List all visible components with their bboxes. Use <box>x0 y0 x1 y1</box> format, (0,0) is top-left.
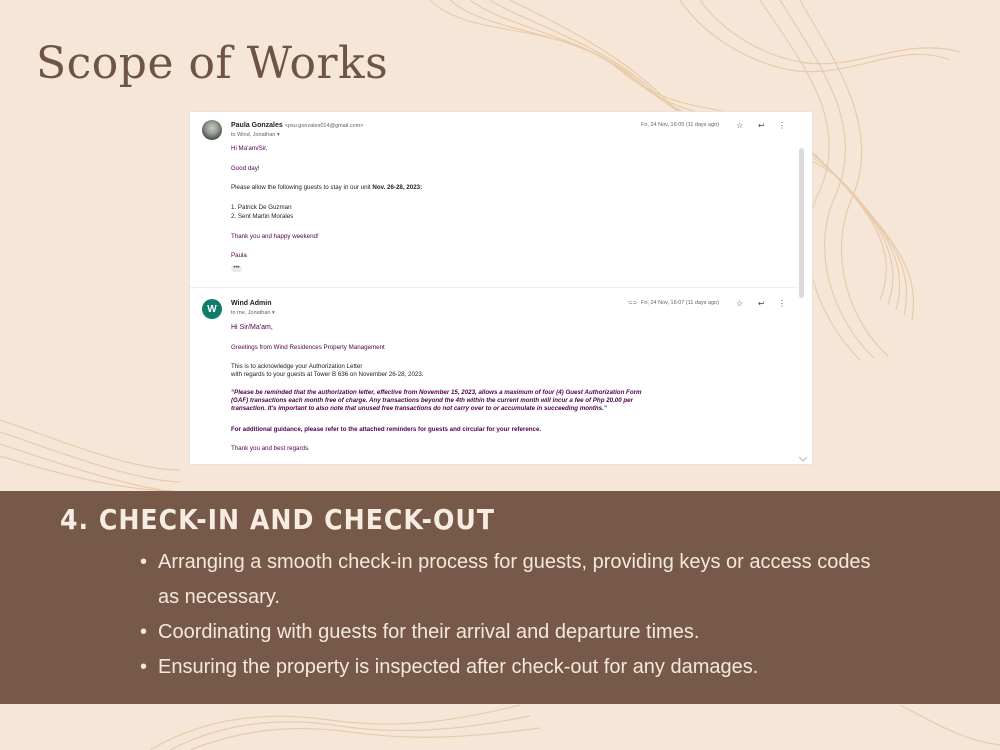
email-signature: Paula <box>231 252 247 259</box>
email-thanks: Thank you and happy weekend! <box>231 233 319 240</box>
section-heading: 4. CHECK-IN AND CHECK-OUT <box>60 503 496 536</box>
email-greetings-from: Greetings from Wind Residences Property Management <box>231 344 385 351</box>
email-greeting: Hi Sir/Ma'am, <box>231 324 273 331</box>
sender-email: <psu.gonzales014@gmail.com> <box>284 123 364 129</box>
recipient-text: to me, Jonathan <box>231 310 271 316</box>
email-ack-line-2: with regards to your guests at Tower B 636 on November 26-28, 2023. <box>231 371 424 378</box>
reminder-line-3: transaction. It's important to also note that unused free transactions do not carry over to or accumulate in succeeding months.” <box>231 405 607 412</box>
email-ack-line-1: This is to acknowledge your Authorization Letter <box>231 363 363 370</box>
email-date: Fri, 24 Nov, 16:07 (11 days ago) <box>641 300 720 306</box>
guest-item-2: 2. Sent Martin Morales <box>231 213 294 220</box>
sender-name: Paula Gonzales <box>231 122 283 129</box>
sender-line <box>231 122 363 129</box>
message-divider <box>190 287 798 288</box>
scroll-down-icon[interactable] <box>798 456 808 462</box>
email-reminder <box>231 389 791 413</box>
guest-item-1: 1. Patrick De Guzman <box>231 204 292 211</box>
star-icon[interactable]: ☆ <box>736 299 744 308</box>
email-screenshot <box>189 111 813 465</box>
sender-avatar <box>202 120 222 140</box>
more-icon[interactable]: ⋮ <box>778 299 786 308</box>
attachment-icon: ⊂⊃ <box>628 300 638 306</box>
bullet-item: • Coordinating with guests for their arrival and departure times. <box>136 615 896 650</box>
sender-name: Wind Admin <box>231 300 272 307</box>
email-greeting: Hi Ma'am/Sir, <box>231 145 268 152</box>
chevron-down-icon: ▾ <box>276 132 280 138</box>
bullet-list <box>136 545 896 685</box>
bullet-item: • Arranging a smooth check-in process for guests, providing keys or access codes as necessary. <box>136 545 896 615</box>
email-guidance: For additional guidance, please refer to the attached reminders for guests and circular for your reference. <box>231 426 542 433</box>
chevron-down-icon: ▾ <box>271 310 275 316</box>
recipient-line[interactable] <box>231 132 280 138</box>
more-icon[interactable]: ⋮ <box>778 121 786 130</box>
reply-icon[interactable]: ↩ <box>758 299 765 308</box>
bullet-item: • Ensuring the property is inspected after check-out for any damages. <box>136 650 896 685</box>
email-date: Fri, 24 Nov, 16:05 (11 days ago) <box>641 122 720 128</box>
reminder-line-2: (GAF) transactions each month free of charge. Any transactions beyond the 4th within the current month will incur a fee of Php 20.00 per <box>231 397 634 404</box>
scrollbar[interactable] <box>799 148 804 298</box>
email-good-day: Good day! <box>231 165 260 172</box>
slide-title: Scope of Works <box>36 38 389 89</box>
email-request <box>231 184 422 191</box>
recipient-line[interactable] <box>231 310 275 316</box>
show-trimmed-button[interactable]: ••• <box>231 266 242 272</box>
request-dates: Nov. 26-28, 2023: <box>372 184 423 191</box>
email-closing: Thank you and best regards. <box>231 445 310 452</box>
reminder-line-1: “Please be reminded that the authorization letter, effective from November 15, 2023, allows a maximum of four (4) Guest Authorization Form <box>231 389 642 396</box>
star-icon[interactable]: ☆ <box>736 121 744 130</box>
recipient-text: to Wind, Jonathan <box>231 132 276 138</box>
reply-icon[interactable]: ↩ <box>758 121 765 130</box>
request-text: Please allow the following guests to stay in our unit <box>231 184 373 191</box>
sender-avatar-letter: W <box>202 299 222 319</box>
